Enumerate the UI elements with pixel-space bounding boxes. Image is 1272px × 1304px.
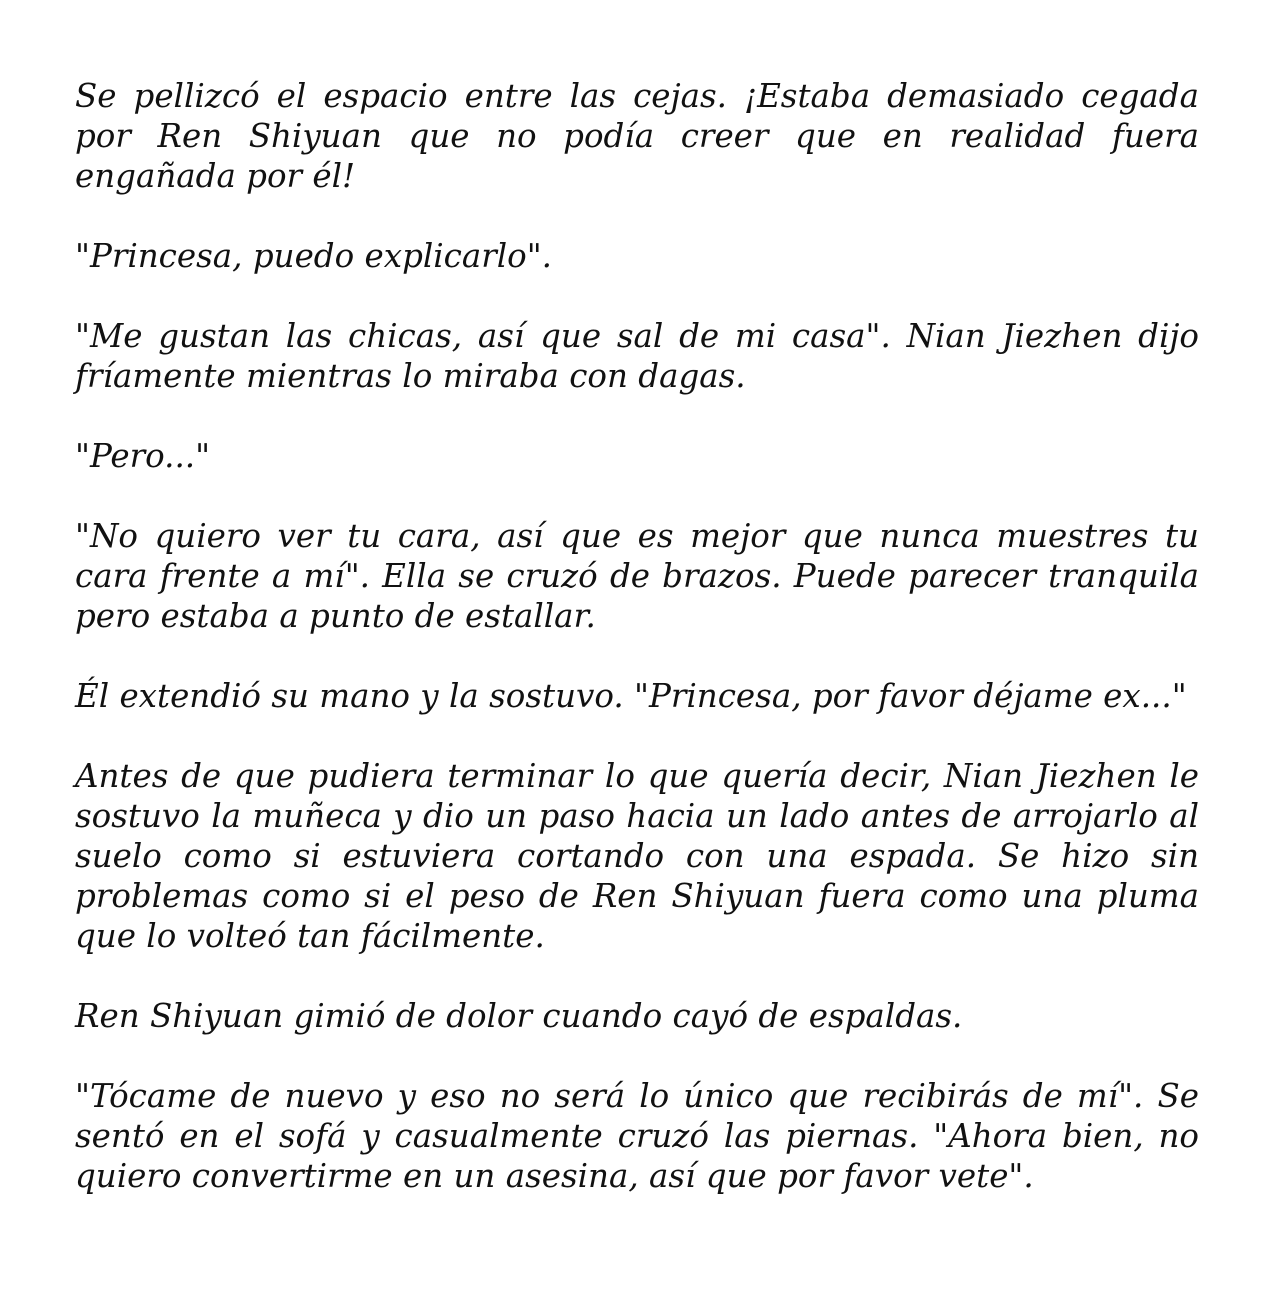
paragraph-2: "Princesa, puedo explicarlo". [75, 237, 553, 275]
paragraph-7: Antes de que pudiera terminar lo que quería decir, Nian Jiezhen le sostuvo la muñeca y dio un paso hacia un lado antes de arrojarlo al suelo como si estuviera cortando con una espada. Se hizo sin problemas como si el peso de Ren Shiyuan fuera como una pluma que lo volteó tan fácilmente. [75, 757, 1199, 955]
paragraph-9: "Tócame de nuevo y eso no será lo único que recibirás de mí". Se sentó en el sofá y casualmente cruzó las piernas. "Ahora bien, no quiero convertirme en un asesina, así que por favor vete". [75, 1077, 1199, 1195]
paragraph-3: "Me gustan las chicas, así que sal de mi casa". Nian Jiezhen dijo fríamente mientras lo miraba con dagas. [75, 317, 1199, 395]
paragraph-5: "No quiero ver tu cara, así que es mejor que nunca muestres tu cara frente a mí". Ella se cruzó de brazos. Puede parecer tranquila pero estaba a punto de estallar. [75, 517, 1199, 635]
paragraph-8: Ren Shiyuan gimió de dolor cuando cayó de espaldas. [75, 997, 963, 1035]
paragraph-6: Él extendió su mano y la sostuvo. "Princesa, por favor déjame ex..." [75, 677, 1187, 715]
document-page [75, 76, 1199, 1196]
paragraph-4: "Pero..." [75, 437, 211, 475]
paragraph-1: Se pellizcó el espacio entre las cejas. ¡Estaba demasiado cegada por Ren Shiyuan que no podía creer que en realidad fuera engañada por él! [75, 77, 1199, 195]
